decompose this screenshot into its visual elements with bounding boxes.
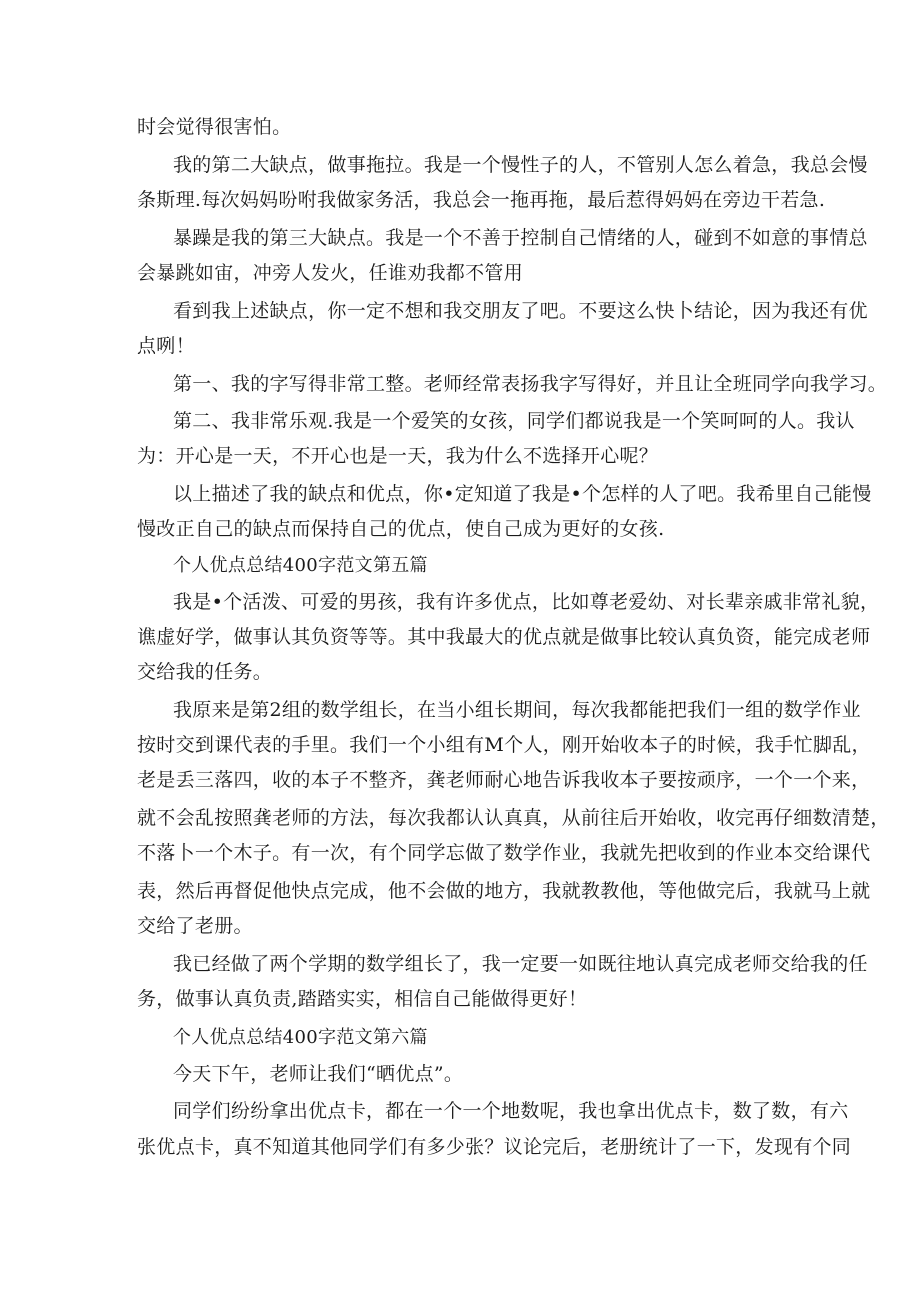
text-line: 交给了老册。	[137, 915, 253, 937]
text-line: 按时交到课代表的手里。我们一个小组有M个人，刚开始收本子的时候，我手忙脚乱，	[137, 734, 871, 756]
text-line: 以上描述了我的缺点和优点，你•定知道了我是•个怎样的人了吧。我希里自己能慢	[173, 483, 872, 505]
text-line: 看到我上述缺点，你一定不想和我交朋友了吧。不要这么快卜结论，因为我还有优	[173, 300, 868, 322]
text-line: 谯虚好学，做事认其负资等等。其中我最大的优点就是做事比较认真负资，能完成老师	[137, 626, 871, 648]
text-line: 就不会乱按照龚老师的方法，每次我都认认真真，从前往后开始收，收完再仔细数清楚，	[137, 807, 890, 829]
text-line: 我是•个活泼、可爱的男孩，我有许多优点，比如尊老爱幼、对长辈亲戚非常礼貌，	[173, 591, 880, 613]
section-heading: 个人优点总结400字范文第六篇	[173, 1027, 428, 1048]
text-line: 时会觉得很害怕。	[137, 116, 292, 138]
text-line: 暴躁是我的第三大缺点。我是一个不善于控制自己情绪的人，碰到不如意的事情总	[173, 227, 868, 249]
text-line: 今天下午，老师让我们“晒优点”。	[173, 1063, 464, 1085]
section-heading: 个人优点总结400字范文第五篇	[173, 555, 428, 576]
text-line: 我已经做了两个学期的数学组长了，我一定要一如既往地认真完成老师交给我的任	[173, 953, 868, 975]
text-line: 张优点卡，真不知道其他同学们有多少张？议论完后，老册统计了一下，发现有个同	[137, 1136, 852, 1158]
text-line: 同学们纷纷拿出优点卡，都在一个一个地数呢，我也拿出优点卡，数了数，有六	[173, 1100, 849, 1122]
text-line: 第一、我的字写得非常工整。老师经常表扬我字写得好，并且让全班同学向我学习。	[173, 373, 888, 395]
text-line: 点咧！	[137, 335, 195, 357]
text-line: 务，做事认真负责,踏踏实实，相信自己能做得更好！	[137, 988, 588, 1010]
text-line: 我的第二大缺点，做事拖拉。我是一个慢性子的人，不管别人怎么着急，我总会慢	[173, 154, 868, 176]
text-line: 表，然后再督促他快点完成，他不会做的地方，我就教教他，等他做完后，我就马上就	[137, 880, 871, 902]
text-line: 我原来是第2组的数学组长，在当小组长期间，每次我都能把我们一组的数学作业	[173, 699, 861, 721]
text-line: 为：开心是一天，不开心也是一天，我为什么不选择开心呢？	[137, 445, 659, 467]
text-line: 会暴跳如宙，冲旁人发火，任谁劝我都不管用	[137, 262, 524, 284]
text-line: 老是丢三落四，收的本子不整齐，龚老师耐心地告诉我收本子要按顽序，一个一个来，	[137, 769, 871, 791]
text-line: 慢改正自己的缺点而保持自己的优点，使自己成为更好的女孩.	[137, 518, 665, 540]
text-line: 第二、我非常乐观.我是一个爱笑的女孩，同学们都说我是一个笑呵呵的人。我认	[173, 410, 855, 432]
text-line: 交给我的任务。	[137, 661, 273, 683]
text-line: 不落卜一个木子。有一次，有个同学忘做了数学作业，我就先把收到的作业本交给课代	[137, 842, 871, 864]
text-line: 条斯理.每次妈妈吩咐我做家务活，我总会一拖再拖，最后惹得妈妈在旁边干若急.	[137, 189, 826, 211]
